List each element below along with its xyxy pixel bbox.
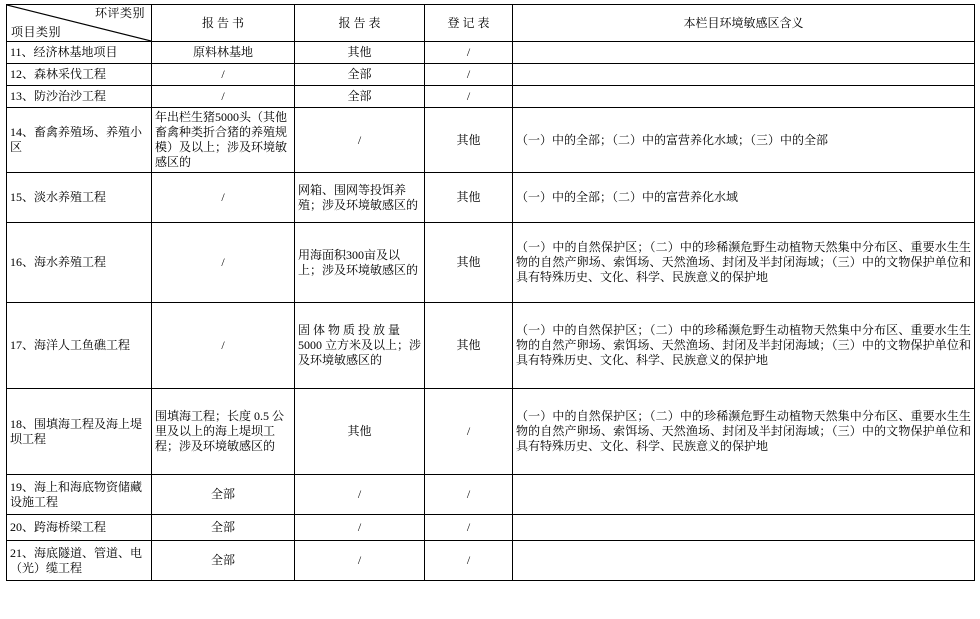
row-category: 15、淡水养殖工程 [7, 173, 152, 223]
header-registration-form: 登 记 表 [425, 5, 513, 42]
row-report-book: 围填海工程；长度 0.5 公里及以上的海上堤坝工程；涉及环境敏感区的 [152, 389, 295, 475]
row-sensitive [513, 42, 975, 64]
row-report-form: / [295, 515, 425, 541]
table-row [7, 389, 975, 475]
table-row [7, 173, 975, 223]
row-report-book: 全部 [152, 541, 295, 581]
row-registration: 其他 [425, 108, 513, 173]
table-row [7, 42, 975, 64]
row-registration: / [425, 515, 513, 541]
row-category: 17、海洋人工鱼礁工程 [7, 303, 152, 389]
row-report-book: 全部 [152, 515, 295, 541]
table-row [7, 541, 975, 581]
row-report-form: 全部 [295, 86, 425, 108]
table-row [7, 86, 975, 108]
row-sensitive [513, 515, 975, 541]
row-report-book: / [152, 86, 295, 108]
row-registration: / [425, 42, 513, 64]
row-category: 12、森林采伐工程 [7, 64, 152, 86]
table-header-row [7, 5, 975, 42]
row-report-form: 全部 [295, 64, 425, 86]
row-sensitive [513, 86, 975, 108]
row-sensitive: （一）中的自然保护区；（二）中的珍稀濒危野生动植物天然集中分布区、重要水生生物的自然产卵场、索饵场、天然渔场、封闭及半封闭海域；（三）中的文物保护单位和具有特殊历史、文化、科学、民族意义的保护地 [513, 223, 975, 303]
row-category: 21、海底隧道、管道、电（光）缆工程 [7, 541, 152, 581]
row-sensitive: （一）中的自然保护区；（二）中的珍稀濒危野生动植物天然集中分布区、重要水生生物的自然产卵场、索饵场、天然渔场、封闭及半封闭海域；（三）中的文物保护单位和具有特殊历史、文化、科学、民族意义的保护地 [513, 389, 975, 475]
row-report-form: 网箱、围网等投饵养殖；涉及环境敏感区的 [295, 173, 425, 223]
row-report-form: / [295, 108, 425, 173]
eia-category-table [6, 4, 975, 581]
row-report-book: 原料林基地 [152, 42, 295, 64]
row-category: 19、海上和海底物资储藏设施工程 [7, 475, 152, 515]
table-row [7, 64, 975, 86]
row-registration: / [425, 64, 513, 86]
header-report-book: 报 告 书 [152, 5, 295, 42]
row-report-book: / [152, 223, 295, 303]
table-row [7, 303, 975, 389]
row-registration: / [425, 541, 513, 581]
row-registration: / [425, 475, 513, 515]
header-corner-bottom-label: 项目类别 [11, 25, 62, 39]
row-category: 16、海水养殖工程 [7, 223, 152, 303]
row-report-book: / [152, 64, 295, 86]
table-row [7, 223, 975, 303]
row-registration: 其他 [425, 303, 513, 389]
row-report-book: / [152, 303, 295, 389]
row-category: 14、畜禽养殖场、养殖小区 [7, 108, 152, 173]
table-row [7, 475, 975, 515]
row-sensitive [513, 475, 975, 515]
row-registration: 其他 [425, 223, 513, 303]
row-category: 11、经济林基地项目 [7, 42, 152, 64]
row-report-form: 其他 [295, 42, 425, 64]
row-report-form: 用海面积300亩及以上；涉及环境敏感区的 [295, 223, 425, 303]
row-sensitive: （一）中的全部；（二）中的富营养化水域 [513, 173, 975, 223]
row-report-book: 全部 [152, 475, 295, 515]
row-report-form: / [295, 541, 425, 581]
row-category: 20、跨海桥梁工程 [7, 515, 152, 541]
row-registration: / [425, 86, 513, 108]
row-report-book: / [152, 173, 295, 223]
row-report-form: 固 体 物 质 投 放 量 5000 立方米及以上；涉及环境敏感区的 [295, 303, 425, 389]
row-report-book: 年出栏生猪5000头（其他畜禽种类折合猪的养殖规模）及以上；涉及环境敏感区的 [152, 108, 295, 173]
row-category: 13、防沙治沙工程 [7, 86, 152, 108]
header-corner-top-label: 环评类别 [94, 6, 145, 20]
header-corner-cell [7, 5, 152, 42]
header-sensitive-area: 本栏目环境敏感区含义 [513, 5, 975, 42]
row-sensitive [513, 541, 975, 581]
row-category: 18、围填海工程及海上堤坝工程 [7, 389, 152, 475]
row-report-form: 其他 [295, 389, 425, 475]
table-row [7, 108, 975, 173]
row-sensitive: （一）中的全部；（二）中的富营养化水域；（三）中的全部 [513, 108, 975, 173]
table-row [7, 515, 975, 541]
header-report-form: 报 告 表 [295, 5, 425, 42]
row-report-form: / [295, 475, 425, 515]
row-registration: 其他 [425, 173, 513, 223]
row-sensitive: （一）中的自然保护区；（二）中的珍稀濒危野生动植物天然集中分布区、重要水生生物的自然产卵场、索饵场、天然渔场、封闭及半封闭海域；（三）中的文物保护单位和具有特殊历史、文化、科学、民族意义的保护地 [513, 303, 975, 389]
row-sensitive [513, 64, 975, 86]
row-registration: / [425, 389, 513, 475]
